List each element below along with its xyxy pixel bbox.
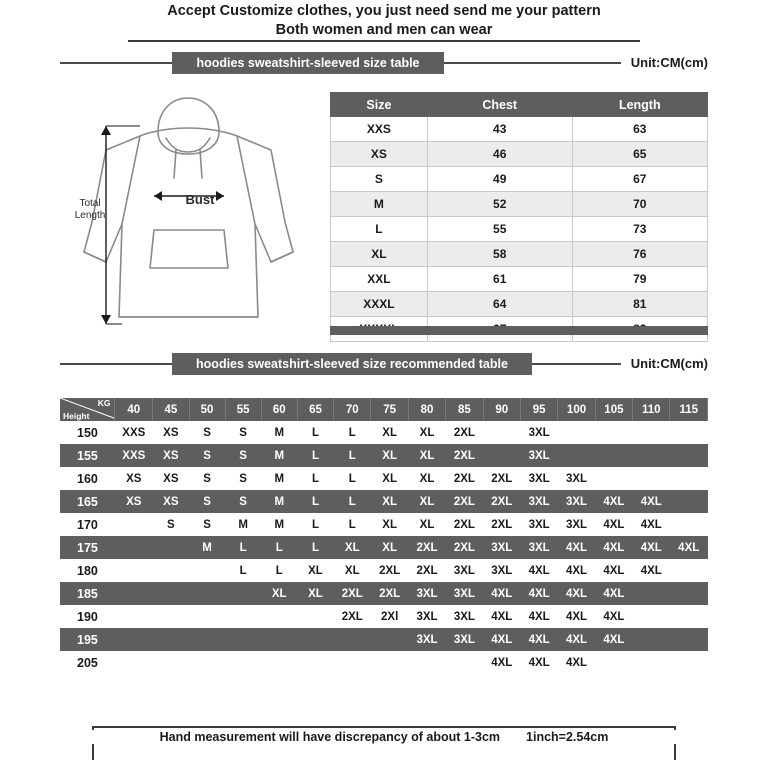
table-row bbox=[60, 628, 708, 651]
size-cell bbox=[189, 628, 225, 651]
recommend-table-title: hoodies sweatshirt-sleeved size recommended table bbox=[172, 353, 532, 375]
size-cell bbox=[225, 582, 261, 605]
hoodie-illustration bbox=[62, 92, 320, 332]
recommended-size-table bbox=[60, 398, 708, 674]
size-cell: 3XL bbox=[520, 536, 557, 559]
size-cell: 4XL bbox=[558, 651, 595, 674]
cell-size: XS bbox=[331, 142, 428, 167]
size-cell: 4XL bbox=[595, 628, 632, 651]
size-cell: M bbox=[189, 536, 225, 559]
size-cell bbox=[371, 651, 408, 674]
size-cell bbox=[670, 467, 708, 490]
size-cell: S bbox=[189, 513, 225, 536]
size-cell bbox=[595, 444, 632, 467]
table-row bbox=[331, 217, 708, 242]
size-cell bbox=[483, 444, 520, 467]
size-cell: XS bbox=[115, 467, 153, 490]
size-cell: 4XL bbox=[633, 490, 670, 513]
size-cell bbox=[446, 651, 483, 674]
size-cell: XL bbox=[297, 582, 333, 605]
size-cell: XL bbox=[408, 490, 445, 513]
size-cell: 4XL bbox=[520, 559, 557, 582]
weight-col-header: 115 bbox=[670, 398, 708, 421]
size-cell: 4XL bbox=[558, 559, 595, 582]
size-cell: 2XL bbox=[408, 536, 445, 559]
size-cell: 3XL bbox=[446, 559, 483, 582]
size-cell: S bbox=[189, 421, 225, 444]
cell-chest: 49 bbox=[427, 167, 572, 192]
size-cell: 2XL bbox=[446, 421, 483, 444]
size-cell: L bbox=[297, 444, 333, 467]
height-row-header: 170 bbox=[60, 513, 115, 536]
weight-col-header: 65 bbox=[297, 398, 333, 421]
size-cell: 4XL bbox=[595, 536, 632, 559]
cell-size: XXXL bbox=[331, 292, 428, 317]
size-cell: XS bbox=[153, 490, 189, 513]
size-cell: M bbox=[261, 467, 297, 490]
weight-col-header: 95 bbox=[520, 398, 557, 421]
size-table-col-size: Size bbox=[331, 93, 428, 117]
size-cell: L bbox=[297, 467, 333, 490]
size-cell: L bbox=[334, 513, 371, 536]
size-cell bbox=[670, 421, 708, 444]
size-cell: 3XL bbox=[558, 467, 595, 490]
size-cell: S bbox=[153, 513, 189, 536]
axis-corner-cell bbox=[60, 398, 115, 421]
size-cell bbox=[334, 628, 371, 651]
footer-conversion: 1inch=2.54cm bbox=[526, 730, 609, 744]
size-cell: 2XL bbox=[446, 444, 483, 467]
size-cell bbox=[633, 582, 670, 605]
table-row bbox=[60, 559, 708, 582]
size-cell: 2XL bbox=[483, 467, 520, 490]
size-cell bbox=[261, 605, 297, 628]
size-cell: 2XL bbox=[446, 490, 483, 513]
size-cell: S bbox=[189, 444, 225, 467]
table-row bbox=[331, 292, 708, 317]
size-cell: 3XL bbox=[558, 490, 595, 513]
size-cell: L bbox=[297, 421, 333, 444]
cell-length: 67 bbox=[572, 167, 707, 192]
size-cell bbox=[483, 421, 520, 444]
cell-length: 73 bbox=[572, 217, 707, 242]
size-cell bbox=[558, 421, 595, 444]
size-cell bbox=[153, 582, 189, 605]
size-cell bbox=[261, 628, 297, 651]
footer-note bbox=[0, 716, 768, 762]
size-cell: 2XL bbox=[334, 605, 371, 628]
size-cell: L bbox=[297, 490, 333, 513]
height-row-header: 150 bbox=[60, 421, 115, 444]
table-row bbox=[60, 513, 708, 536]
weight-col-header: 80 bbox=[408, 398, 445, 421]
weight-col-header: 105 bbox=[595, 398, 632, 421]
size-cell: L bbox=[261, 559, 297, 582]
cell-chest: 46 bbox=[427, 142, 572, 167]
size-cell bbox=[225, 651, 261, 674]
size-cell: XS bbox=[153, 421, 189, 444]
size-cell: 4XL bbox=[483, 651, 520, 674]
size-cell: XXS bbox=[115, 444, 153, 467]
size-cell bbox=[153, 628, 189, 651]
size-cell: 4XL bbox=[520, 651, 557, 674]
cell-chest: 52 bbox=[427, 192, 572, 217]
cell-chest: 43 bbox=[427, 117, 572, 142]
size-cell: XL bbox=[371, 513, 408, 536]
recommend-header-row bbox=[60, 398, 708, 421]
size-cell: L bbox=[297, 536, 333, 559]
height-row-header: 155 bbox=[60, 444, 115, 467]
weight-col-header: 40 bbox=[115, 398, 153, 421]
size-cell: 4XL bbox=[558, 628, 595, 651]
cell-size: XXS bbox=[331, 117, 428, 142]
size-cell bbox=[115, 536, 153, 559]
table-row bbox=[60, 421, 708, 444]
size-cell: XL bbox=[371, 490, 408, 513]
size-table-header-row bbox=[331, 93, 708, 117]
size-cell bbox=[153, 536, 189, 559]
weight-col-header: 100 bbox=[558, 398, 595, 421]
size-cell: 3XL bbox=[408, 605, 445, 628]
size-cell bbox=[297, 605, 333, 628]
size-cell bbox=[558, 444, 595, 467]
size-cell bbox=[225, 605, 261, 628]
size-cell bbox=[115, 651, 153, 674]
size-cell bbox=[189, 559, 225, 582]
size-cell bbox=[115, 559, 153, 582]
size-cell: 4XL bbox=[595, 605, 632, 628]
size-cell: XL bbox=[371, 444, 408, 467]
size-cell: 3XL bbox=[446, 628, 483, 651]
size-cell: 2XL bbox=[446, 467, 483, 490]
size-cell: XL bbox=[408, 467, 445, 490]
size-cell: L bbox=[334, 467, 371, 490]
size-table-col-length: Length bbox=[572, 93, 707, 117]
size-cell bbox=[633, 651, 670, 674]
footer-text bbox=[60, 730, 708, 744]
height-row-header: 165 bbox=[60, 490, 115, 513]
size-cell: 4XL bbox=[595, 513, 632, 536]
size-cell: 4XL bbox=[633, 536, 670, 559]
table-row bbox=[331, 267, 708, 292]
table-row bbox=[331, 142, 708, 167]
height-row-header: 205 bbox=[60, 651, 115, 674]
axis-height-label: Height bbox=[63, 411, 90, 421]
size-cell: 4XL bbox=[558, 582, 595, 605]
cell-length: 63 bbox=[572, 117, 707, 142]
size-cell bbox=[115, 513, 153, 536]
size-cell: XS bbox=[153, 444, 189, 467]
height-row-header: 160 bbox=[60, 467, 115, 490]
size-cell: 4XL bbox=[558, 605, 595, 628]
size-cell: XL bbox=[408, 513, 445, 536]
size-cell: L bbox=[225, 559, 261, 582]
size-cell: XL bbox=[408, 444, 445, 467]
header-line-1: Accept Customize clothes, you just need send me your pattern bbox=[167, 3, 601, 19]
weight-col-header: 50 bbox=[189, 398, 225, 421]
header-line-2: Both women and men can wear bbox=[275, 22, 493, 38]
height-row-header: 185 bbox=[60, 582, 115, 605]
size-cell: XL bbox=[334, 559, 371, 582]
size-cell: 2XL bbox=[483, 490, 520, 513]
size-cell bbox=[670, 444, 708, 467]
axis-weight-label: KG bbox=[97, 398, 111, 408]
size-cell bbox=[633, 421, 670, 444]
size-cell: XL bbox=[261, 582, 297, 605]
table-row bbox=[331, 242, 708, 267]
table-row bbox=[60, 467, 708, 490]
size-cell: 2XL bbox=[483, 513, 520, 536]
size-table-footer-bar bbox=[330, 326, 708, 335]
size-cell: 4XL bbox=[558, 536, 595, 559]
cell-chest: 55 bbox=[427, 217, 572, 242]
cell-length: 81 bbox=[572, 292, 707, 317]
weight-col-header: 75 bbox=[371, 398, 408, 421]
total-length-line1: Total bbox=[79, 198, 101, 209]
size-cell: 3XL bbox=[520, 490, 557, 513]
cell-size: XL bbox=[331, 242, 428, 267]
size-cell: L bbox=[261, 536, 297, 559]
size-cell bbox=[115, 628, 153, 651]
size-cell: 3XL bbox=[483, 536, 520, 559]
size-cell: 4XL bbox=[483, 605, 520, 628]
size-cell: XL bbox=[371, 421, 408, 444]
table-row bbox=[60, 444, 708, 467]
size-cell: 3XL bbox=[483, 559, 520, 582]
size-cell: S bbox=[225, 421, 261, 444]
size-cell: 4XL bbox=[595, 559, 632, 582]
table-row bbox=[331, 117, 708, 142]
size-cell: 2XL bbox=[371, 582, 408, 605]
table-row bbox=[60, 536, 708, 559]
size-cell: 3XL bbox=[520, 421, 557, 444]
size-cell: XL bbox=[408, 421, 445, 444]
size-cell bbox=[115, 605, 153, 628]
cell-size: XXL bbox=[331, 267, 428, 292]
size-cell: 2XL bbox=[371, 559, 408, 582]
size-cell: 3XL bbox=[408, 582, 445, 605]
size-table-unit: Unit:CM(cm) bbox=[621, 52, 708, 74]
table-row bbox=[331, 192, 708, 217]
weight-col-header: 110 bbox=[633, 398, 670, 421]
cell-size: S bbox=[331, 167, 428, 192]
size-table bbox=[330, 92, 708, 342]
cell-length: 65 bbox=[572, 142, 707, 167]
size-cell bbox=[225, 628, 261, 651]
table-row bbox=[60, 651, 708, 674]
size-cell bbox=[153, 605, 189, 628]
size-cell: M bbox=[261, 421, 297, 444]
size-cell: 4XL bbox=[483, 582, 520, 605]
size-cell: M bbox=[261, 513, 297, 536]
table-row bbox=[60, 605, 708, 628]
size-cell: 3XL bbox=[446, 605, 483, 628]
size-cell: XXS bbox=[115, 421, 153, 444]
size-cell: 4XL bbox=[483, 628, 520, 651]
size-cell: XS bbox=[153, 467, 189, 490]
size-cell: S bbox=[189, 490, 225, 513]
size-cell bbox=[670, 490, 708, 513]
size-cell bbox=[633, 467, 670, 490]
weight-col-header: 60 bbox=[261, 398, 297, 421]
size-cell bbox=[189, 651, 225, 674]
footer-measure-note: Hand measurement will have discrepancy of about 1-3cm bbox=[159, 730, 501, 744]
size-cell: L bbox=[334, 421, 371, 444]
size-cell bbox=[633, 444, 670, 467]
size-cell: L bbox=[297, 513, 333, 536]
size-cell: 3XL bbox=[520, 467, 557, 490]
size-cell bbox=[297, 628, 333, 651]
size-cell: L bbox=[225, 536, 261, 559]
recommend-table-unit: Unit:CM(cm) bbox=[621, 353, 708, 375]
size-cell: 2XL bbox=[334, 582, 371, 605]
size-cell bbox=[670, 559, 708, 582]
size-cell bbox=[297, 651, 333, 674]
size-cell bbox=[670, 628, 708, 651]
size-cell bbox=[670, 582, 708, 605]
weight-col-header: 90 bbox=[483, 398, 520, 421]
table-row bbox=[60, 582, 708, 605]
height-row-header: 195 bbox=[60, 628, 115, 651]
size-cell bbox=[595, 467, 632, 490]
size-cell: 3XL bbox=[446, 582, 483, 605]
size-cell: 4XL bbox=[520, 582, 557, 605]
weight-col-header: 85 bbox=[446, 398, 483, 421]
table-row bbox=[331, 167, 708, 192]
size-cell bbox=[153, 559, 189, 582]
size-cell: 3XL bbox=[558, 513, 595, 536]
size-cell: 2XL bbox=[408, 559, 445, 582]
size-cell bbox=[334, 651, 371, 674]
size-cell bbox=[153, 651, 189, 674]
total-length-line2: Length bbox=[74, 210, 106, 221]
size-cell: 4XL bbox=[633, 513, 670, 536]
size-table-col-chest: Chest bbox=[427, 93, 572, 117]
table-row bbox=[60, 490, 708, 513]
size-cell: 4XL bbox=[633, 559, 670, 582]
size-cell: S bbox=[225, 490, 261, 513]
size-cell: S bbox=[189, 467, 225, 490]
height-row-header: 180 bbox=[60, 559, 115, 582]
header-text bbox=[60, 2, 708, 40]
size-cell bbox=[670, 651, 708, 674]
size-cell: 2Xl bbox=[371, 605, 408, 628]
size-cell: 4XL bbox=[595, 582, 632, 605]
cell-length: 76 bbox=[572, 242, 707, 267]
size-cell: 3XL bbox=[520, 513, 557, 536]
cell-chest: 64 bbox=[427, 292, 572, 317]
cell-size: L bbox=[331, 217, 428, 242]
weight-col-header: 55 bbox=[225, 398, 261, 421]
size-cell: 3XL bbox=[520, 444, 557, 467]
size-table-title-bar bbox=[60, 52, 708, 74]
size-cell bbox=[633, 628, 670, 651]
size-cell: 4XL bbox=[670, 536, 708, 559]
size-cell bbox=[633, 605, 670, 628]
size-cell bbox=[595, 421, 632, 444]
size-cell: S bbox=[225, 444, 261, 467]
recommend-table-title-bar bbox=[60, 353, 708, 375]
size-cell: 2XL bbox=[446, 536, 483, 559]
size-cell: XS bbox=[115, 490, 153, 513]
size-cell bbox=[670, 513, 708, 536]
size-cell: M bbox=[261, 444, 297, 467]
size-cell: L bbox=[334, 490, 371, 513]
size-cell: XL bbox=[334, 536, 371, 559]
size-cell: M bbox=[261, 490, 297, 513]
size-cell bbox=[670, 605, 708, 628]
bust-label: Bust bbox=[185, 192, 215, 207]
total-length-label bbox=[68, 198, 112, 222]
size-cell bbox=[408, 651, 445, 674]
cell-length: 70 bbox=[572, 192, 707, 217]
cell-chest: 58 bbox=[427, 242, 572, 267]
size-cell: XL bbox=[371, 467, 408, 490]
weight-col-header: 45 bbox=[153, 398, 189, 421]
size-cell: 4XL bbox=[595, 490, 632, 513]
size-cell bbox=[189, 582, 225, 605]
size-cell: 2XL bbox=[446, 513, 483, 536]
size-cell bbox=[595, 651, 632, 674]
size-cell bbox=[115, 582, 153, 605]
size-cell: M bbox=[225, 513, 261, 536]
height-row-header: 190 bbox=[60, 605, 115, 628]
size-cell: XL bbox=[371, 536, 408, 559]
weight-col-header: 70 bbox=[334, 398, 371, 421]
size-cell bbox=[189, 605, 225, 628]
size-cell: 3XL bbox=[408, 628, 445, 651]
size-cell: 4XL bbox=[520, 628, 557, 651]
size-table-title: hoodies sweatshirt-sleeved size table bbox=[172, 52, 444, 74]
cell-size: M bbox=[331, 192, 428, 217]
size-cell bbox=[371, 628, 408, 651]
header-banner bbox=[0, 0, 768, 44]
size-cell: S bbox=[225, 467, 261, 490]
size-cell bbox=[261, 651, 297, 674]
size-cell: L bbox=[334, 444, 371, 467]
cell-length: 79 bbox=[572, 267, 707, 292]
size-cell: XL bbox=[297, 559, 333, 582]
cell-chest: 61 bbox=[427, 267, 572, 292]
height-row-header: 175 bbox=[60, 536, 115, 559]
size-cell: 4XL bbox=[520, 605, 557, 628]
